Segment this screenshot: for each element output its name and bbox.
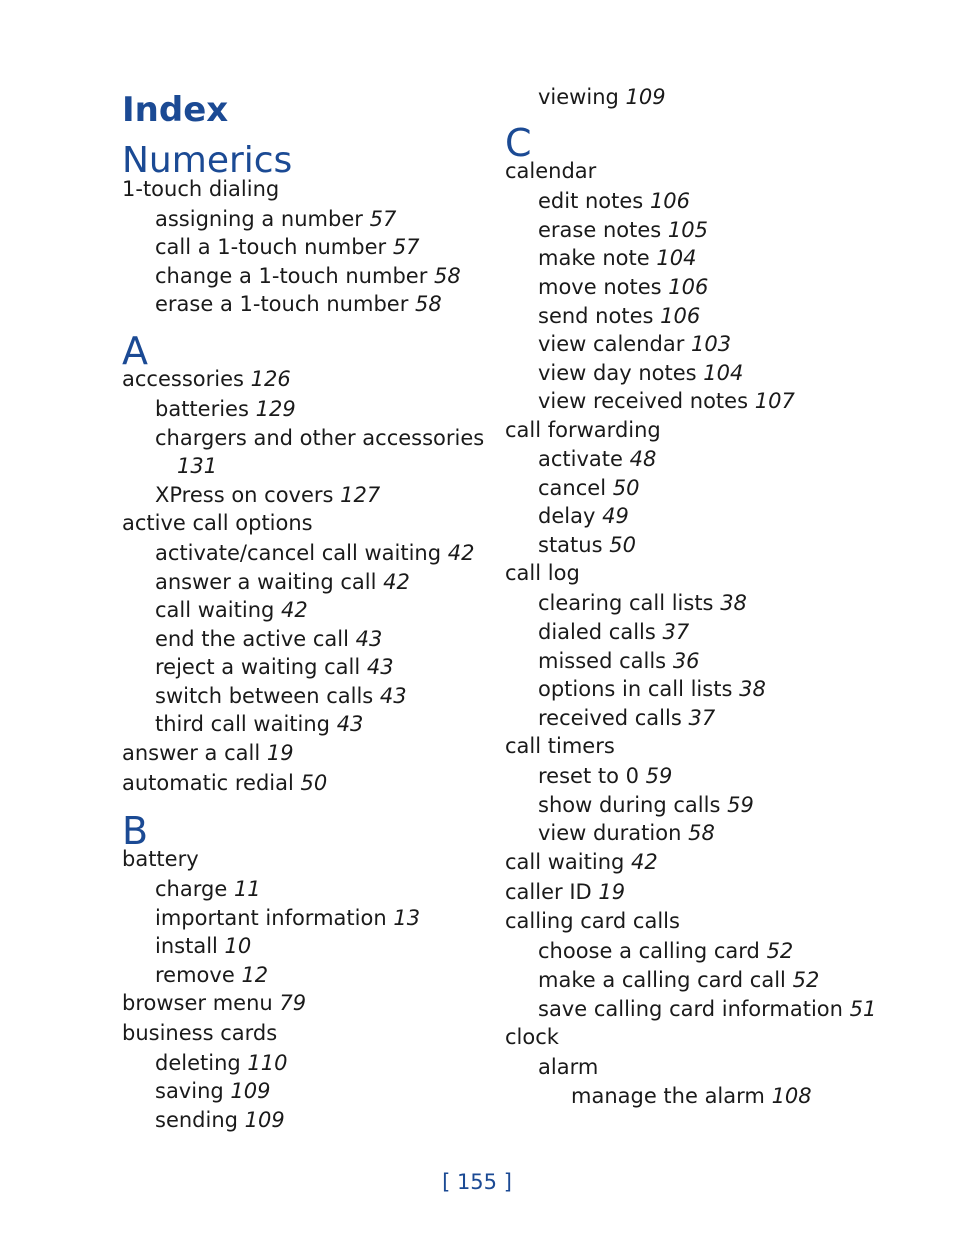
index-entry-level-1: [538, 939, 793, 963]
section-heading-label: Numerics: [122, 140, 293, 181]
index-entry-level-1: [155, 292, 442, 316]
index-entry-level-1: [538, 533, 636, 557]
index-entry-level-0: [122, 991, 306, 1015]
index-entry-level-0: [505, 561, 580, 585]
index-entry-term: 1-touch dialing: [122, 177, 280, 201]
index-entry-term: battery: [122, 847, 199, 871]
index-entry-page-ref: 36: [672, 649, 700, 673]
index-entry-page-ref: 13: [393, 906, 421, 930]
index-entry-level-2: [177, 454, 217, 478]
index-entry-term: view calendar: [538, 332, 685, 356]
index-entry-term: reset to 0: [538, 764, 639, 788]
index-entry-level-1: [155, 397, 296, 421]
index-entry-term: business cards: [122, 1021, 278, 1045]
index-entry-term: view received notes: [538, 389, 749, 413]
index-entry-level-0: [505, 850, 658, 874]
index-entry-level-1: [155, 963, 268, 987]
index-entry-page-ref: 50: [300, 771, 328, 795]
index-entry-page-ref: 57: [392, 235, 420, 259]
index-entry-level-1: [538, 85, 666, 109]
page-number: [ 155 ]: [442, 1170, 512, 1194]
index-entry-page-ref: 43: [379, 684, 407, 708]
index-entry-level-1: [155, 712, 363, 736]
index-entry-level-1: [155, 627, 382, 651]
index-entry-term: important information: [155, 906, 387, 930]
index-entry-term: received calls: [538, 706, 682, 730]
index-entry-level-0: [505, 418, 661, 442]
index-entry-page-ref: 51: [849, 997, 877, 1021]
index-entry-page-ref: 50: [609, 533, 636, 557]
section-heading-a: [122, 331, 148, 371]
index-entry-page-ref: 57: [369, 207, 397, 231]
index-entry-term: remove: [155, 963, 235, 987]
index-entry-term: call a 1-touch number: [155, 235, 387, 259]
index-entry-term: automatic redial: [122, 771, 294, 795]
index-entry-term: send notes: [538, 304, 654, 328]
index-entry-term: end the active call: [155, 627, 349, 651]
index-entry-level-1: [155, 264, 461, 288]
index-entry-page-ref: 131: [177, 454, 218, 478]
index-entry-level-1: [155, 207, 396, 231]
index-entry-term: viewing: [538, 85, 619, 109]
index-entry-level-1: [155, 655, 394, 679]
section-heading-label: A: [122, 329, 148, 373]
index-entry-level-1: [538, 332, 731, 356]
section-heading-label: C: [505, 121, 532, 165]
index-entry-level-1: [155, 235, 420, 259]
index-entry-term: make a calling card call: [538, 968, 786, 992]
index-entry-level-1: [155, 1108, 285, 1132]
index-entry-level-1: [155, 877, 261, 901]
index-entry-page-ref: 52: [792, 968, 820, 992]
index-entry-level-1: [155, 598, 308, 622]
index-entry-term: sending: [155, 1108, 238, 1132]
index-entry-level-1: [538, 649, 700, 673]
index-entry-level-1: [538, 476, 639, 500]
index-entry-level-1: [155, 934, 251, 958]
index-entry-term: options in call lists: [538, 677, 733, 701]
index-entry-page-ref: 58: [688, 821, 715, 845]
index-entry-level-1: [538, 620, 689, 644]
index-entry-term: edit notes: [538, 189, 644, 213]
index-entry-term: delay: [538, 504, 596, 528]
index-entry-page-ref: 104: [656, 246, 697, 270]
index-entry-level-1: [155, 570, 410, 594]
index-entry-term: activate/cancel call waiting: [155, 541, 442, 565]
index-entry-term: reject a waiting call: [155, 655, 361, 679]
index-entry-level-1: [538, 504, 629, 528]
index-entry-page-ref: 110: [247, 1051, 288, 1075]
index-entry-term: saving: [155, 1079, 224, 1103]
index-entry-term: calling card calls: [505, 909, 680, 933]
index-entry-level-1: [155, 1079, 271, 1103]
index-entry-term: deleting: [155, 1051, 241, 1075]
index-entry-page-ref: 48: [629, 447, 657, 471]
index-entry-level-1: [538, 218, 708, 242]
index-entry-term: assigning a number: [155, 207, 363, 231]
index-entry-level-2: [571, 1084, 812, 1108]
index-entry-term: XPress on covers: [155, 483, 334, 507]
index-entry-term: erase a 1-touch number: [155, 292, 409, 316]
index-entry-page-ref: 50: [612, 476, 640, 500]
index-entry-page-ref: 126: [250, 367, 291, 391]
index-entry-level-1: [155, 1051, 288, 1075]
index-entry-page-ref: 106: [668, 275, 709, 299]
index-entry-term: call log: [505, 561, 580, 585]
index-entry-level-1: [538, 821, 715, 845]
index-entry-term: switch between calls: [155, 684, 374, 708]
index-entry-page-ref: 11: [233, 877, 261, 901]
index-entry-level-0: [122, 741, 294, 765]
section-heading-label: B: [122, 809, 149, 853]
index-entry-level-0: [505, 159, 596, 183]
index-entry-page-ref: 129: [255, 397, 296, 421]
index-entry-page-ref: 42: [281, 598, 308, 622]
index-entry-term: make note: [538, 246, 650, 270]
index-entry-page-ref: 19: [266, 741, 294, 765]
index-entry-page-ref: 105: [667, 218, 708, 242]
index-entry-term: show during calls: [538, 793, 721, 817]
index-entry-page-ref: 107: [754, 389, 795, 413]
index-entry-page-ref: 38: [720, 591, 747, 615]
index-entry-level-1: [538, 361, 743, 385]
index-entry-level-0: [505, 909, 680, 933]
index-entry-page-ref: 59: [727, 793, 754, 817]
index-entry-term: browser menu: [122, 991, 273, 1015]
index-entry-level-1: [155, 426, 484, 450]
index-entry-term: calendar: [505, 159, 597, 183]
index-entry-term: clearing call lists: [538, 591, 714, 615]
index-entry-term: charge: [155, 877, 228, 901]
section-heading-numerics: [122, 141, 292, 181]
index-entry-level-0: [122, 511, 313, 535]
index-entry-level-1: [538, 275, 708, 299]
index-entry-term: caller ID: [505, 880, 592, 904]
index-entry-level-1: [155, 684, 407, 708]
section-heading-c: [505, 123, 532, 163]
index-entry-page-ref: 49: [602, 504, 629, 528]
index-entry-term: view duration: [538, 821, 682, 845]
index-entry-page-ref: 10: [224, 934, 252, 958]
index-entry-term: answer a waiting call: [155, 570, 377, 594]
index-entry-term: call timers: [505, 734, 615, 758]
section-heading-b: [122, 811, 148, 851]
index-entry-level-1: [538, 997, 876, 1021]
index-entry-page-ref: 52: [766, 939, 794, 963]
index-entry-term: install: [155, 934, 218, 958]
index-entry-level-1: [538, 764, 672, 788]
index-entry-level-1: [538, 389, 795, 413]
index-entry-page-ref: 43: [366, 655, 394, 679]
index-entry-page-ref: 79: [279, 991, 307, 1015]
index-entry-term: manage the alarm: [571, 1084, 765, 1108]
index-entry-page-ref: 42: [383, 570, 410, 594]
index-entry-level-0: [122, 847, 199, 871]
index-entry-page-ref: 106: [649, 189, 691, 213]
index-entry-page-ref: 38: [739, 677, 766, 701]
index-entry-level-0: [122, 1021, 277, 1045]
index-entry-page-ref: 37: [662, 620, 690, 644]
index-entry-page-ref: 19: [598, 880, 626, 904]
page-title: Index: [122, 90, 229, 130]
index-entry-level-0: [122, 367, 291, 391]
index-entry-term: save calling card information: [538, 997, 843, 1021]
index-entry-level-0: [122, 177, 279, 201]
index-entry-level-1: [155, 483, 380, 507]
index-entry-level-1: [538, 968, 819, 992]
index-entry-term: activate: [538, 447, 623, 471]
index-entry-term: accessories: [122, 367, 244, 391]
index-entry-level-1: [538, 304, 700, 328]
index-entry-term: chargers and other accessories: [155, 426, 485, 450]
index-entry-page-ref: 106: [660, 304, 701, 328]
index-entry-term: call waiting: [505, 850, 625, 874]
index-entry-term: cancel: [538, 476, 607, 500]
index-entry-page-ref: 108: [771, 1084, 812, 1108]
index-entry-level-0: [505, 734, 615, 758]
index-entry-page-ref: 12: [241, 963, 269, 987]
index-entry-term: dialed calls: [538, 620, 656, 644]
index-entry-level-0: [505, 880, 625, 904]
index-entry-level-1: [538, 246, 696, 270]
index-entry-page-ref: 43: [336, 712, 364, 736]
index-entry-page-ref: 109: [244, 1108, 285, 1132]
index-entry-term: third call waiting: [155, 712, 330, 736]
index-entry-level-1: [155, 541, 474, 565]
index-entry-term: call forwarding: [505, 418, 661, 442]
index-entry-term: alarm: [538, 1055, 599, 1079]
index-entry-level-1: [538, 706, 715, 730]
index-entry-term: active call options: [122, 511, 313, 535]
index-entry-level-0: [122, 771, 327, 795]
index-entry-page-ref: 42: [631, 850, 658, 874]
index-entry-page-ref: 59: [645, 764, 673, 788]
index-entry-page-ref: 104: [703, 361, 744, 385]
index-entry-level-1: [155, 906, 420, 930]
index-entry-term: missed calls: [538, 649, 667, 673]
index-entry-term: batteries: [155, 397, 249, 421]
index-entry-page-ref: 58: [415, 292, 442, 316]
index-entry-page-ref: 43: [355, 627, 383, 651]
index-entry-term: view day notes: [538, 361, 697, 385]
index-entry-level-0: [505, 1025, 559, 1049]
index-entry-page-ref: 103: [691, 332, 732, 356]
index-entry-page-ref: 42: [447, 541, 475, 565]
index-entry-level-1: [538, 1055, 598, 1079]
index-entry-term: erase notes: [538, 218, 662, 242]
index-entry-page-ref: 109: [625, 85, 666, 109]
index-entry-term: answer a call: [122, 741, 261, 765]
index-entry-term: status: [538, 533, 603, 557]
index-entry-level-1: [538, 189, 690, 213]
index-entry-term: call waiting: [155, 598, 275, 622]
index-entry-level-1: [538, 793, 754, 817]
index-entry-page-ref: 37: [688, 706, 716, 730]
index-entry-term: choose a calling card: [538, 939, 760, 963]
index-entry-level-1: [538, 677, 766, 701]
index-entry-level-1: [538, 447, 656, 471]
index-entry-page-ref: 127: [340, 483, 381, 507]
index-entry-term: clock: [505, 1025, 559, 1049]
index-entry-page-ref: 109: [230, 1079, 271, 1103]
index-entry-term: move notes: [538, 275, 662, 299]
index-entry-level-1: [538, 591, 747, 615]
index-entry-term: change a 1-touch number: [155, 264, 428, 288]
index-entry-page-ref: 58: [434, 264, 461, 288]
